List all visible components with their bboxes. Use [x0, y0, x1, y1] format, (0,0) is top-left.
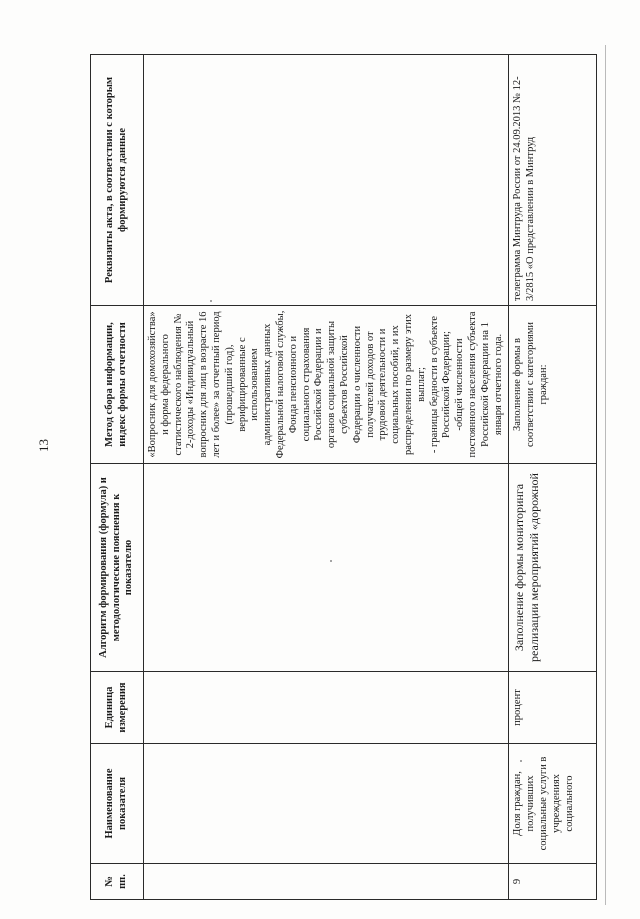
cell-number	[144, 864, 509, 900]
header-requisites: Реквизиты акта, в соответствии с которым формируются данные	[91, 55, 144, 306]
table-header-row	[91, 55, 144, 900]
table-row-continuation	[144, 55, 509, 900]
rotated-table-container	[90, 55, 597, 900]
cell-algorithm-9: Заполнение формы мониторинга реализации мероприятий «дорожной	[509, 464, 597, 672]
cell-requisites	[144, 55, 509, 306]
header-algorithm: Алгоритм формирования (формула) и методологические пояснения к показателю	[91, 464, 144, 672]
page-number: 13	[36, 439, 51, 452]
indicators-table	[90, 54, 597, 900]
cell-name-9: Доля граждан, получивших социальные услуги в учреждениях социального	[509, 744, 597, 864]
cell-number-9: 9	[509, 864, 597, 900]
cell-algorithm	[144, 464, 509, 672]
header-method: Метод сбора информации, индекс формы отчетности	[91, 306, 144, 464]
method-line: - границы бедности в субъекте Российской Федерации;	[428, 315, 453, 454]
method-lines	[147, 310, 505, 459]
method-line: -общей численности постоянного населения субъекта Российской Федерации на 1 января отчетного года.	[454, 311, 504, 458]
cell-requisites-9: телеграмма Минтруда России от 24.09.2013 № 12-3/2815 «О представлении в Минтруд	[509, 55, 597, 306]
cell-name	[144, 744, 509, 864]
header-unit: Единица измерения	[91, 672, 144, 744]
cell-unit	[144, 672, 509, 744]
cell-unit-9: процент	[509, 672, 597, 744]
header-indicator-name: Наименование показателя	[91, 744, 144, 864]
header-number: № пп.	[91, 864, 144, 900]
cell-method-9: Заполнение формы в соответствии с категориями граждан:	[509, 306, 597, 464]
page-edge-line	[605, 45, 606, 905]
cell-method-continuation	[144, 306, 509, 464]
method-line: «Вопросник для домохозяйства» и форма федерального статистического наблюдения № 2-доходы «Индивидуальный вопросник для лиц в возрасте 16 лет и более» за отчетный период (прошедший год), верифицированные с использованием административных данных Федеральной налоговой службы, Фонда пенсионного и социального страхования Российской Федерации и органов социальной защиты субъектов Российской Федерации о численности получателей доходов от трудовой деятельности и социальных пособий, и их распределении по размеру этих выплат;	[147, 310, 427, 459]
table-row-9	[509, 55, 597, 900]
